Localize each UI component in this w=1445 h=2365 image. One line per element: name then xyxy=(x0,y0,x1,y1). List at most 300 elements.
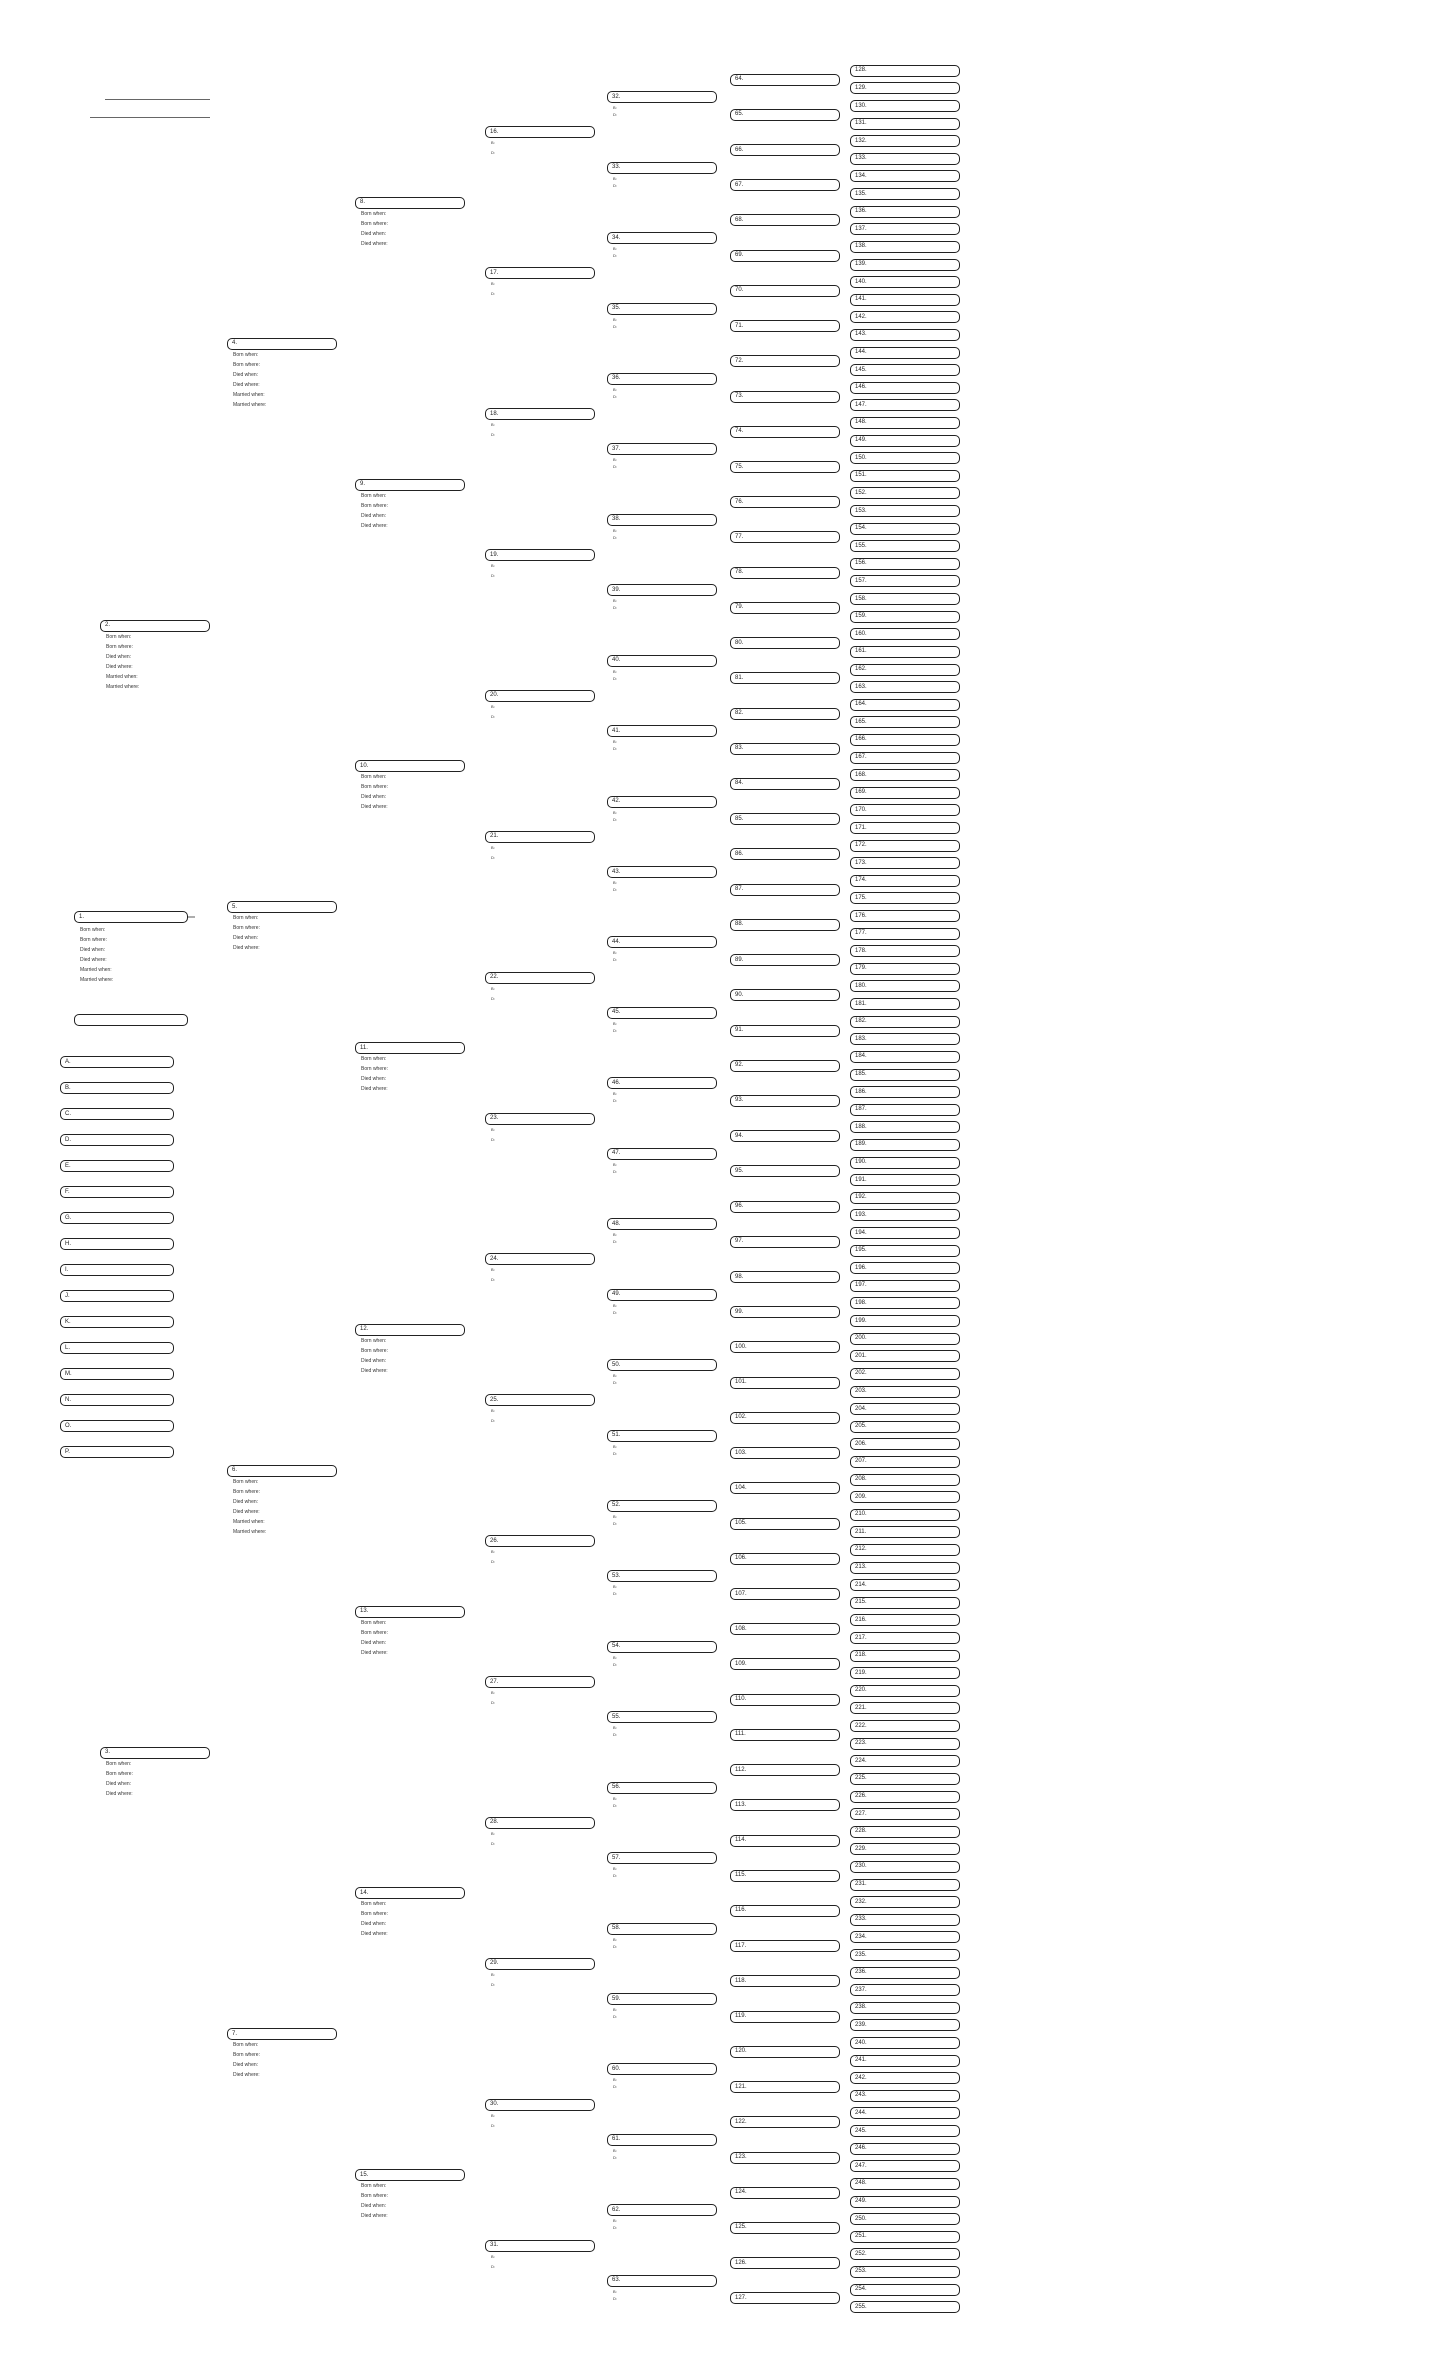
person-number: 216. xyxy=(855,1616,867,1623)
compiled-by-field[interactable] xyxy=(105,99,210,100)
person-205-box[interactable] xyxy=(850,1421,960,1433)
person-35-box[interactable] xyxy=(607,303,717,315)
person-56-box[interactable] xyxy=(607,1782,717,1794)
person-11-box[interactable] xyxy=(355,1042,465,1054)
person-218-box[interactable] xyxy=(850,1650,960,1662)
person-107-box[interactable] xyxy=(730,1588,840,1600)
person-46-box[interactable] xyxy=(607,1077,717,1089)
person-52-box[interactable] xyxy=(607,1500,717,1512)
person-241-box[interactable] xyxy=(850,2055,960,2067)
person-99-box[interactable] xyxy=(730,1306,840,1318)
person-number: B. xyxy=(65,1084,71,1091)
person-94-box[interactable] xyxy=(730,1130,840,1142)
person-151-box[interactable] xyxy=(850,470,960,482)
person-225-box[interactable] xyxy=(850,1773,960,1785)
person-233-box[interactable] xyxy=(850,1914,960,1926)
person-84-box[interactable] xyxy=(730,778,840,790)
person-195-box[interactable] xyxy=(850,1245,960,1257)
person-249-box[interactable] xyxy=(850,2196,960,2208)
person-47-box[interactable] xyxy=(607,1148,717,1160)
person-149-box[interactable] xyxy=(850,435,960,447)
person-30-box[interactable] xyxy=(485,2099,595,2111)
person-number: 208. xyxy=(855,1476,867,1483)
person-45-box[interactable] xyxy=(607,1007,717,1019)
person-189-box[interactable] xyxy=(850,1139,960,1151)
person-number: 173. xyxy=(855,859,867,866)
person-155-box[interactable] xyxy=(850,540,960,552)
person-157-box[interactable] xyxy=(850,575,960,587)
person-178-box[interactable] xyxy=(850,945,960,957)
person-224-box[interactable] xyxy=(850,1755,960,1767)
person-229-box[interactable] xyxy=(850,1843,960,1855)
person-59-box[interactable] xyxy=(607,1993,717,2005)
person-177-box[interactable] xyxy=(850,928,960,940)
person-23-box[interactable] xyxy=(485,1113,595,1125)
person-204-box[interactable] xyxy=(850,1403,960,1415)
person-number: 243. xyxy=(855,2092,867,2099)
person-164-box[interactable] xyxy=(850,699,960,711)
person-202-box[interactable] xyxy=(850,1368,960,1380)
person-203-box[interactable] xyxy=(850,1386,960,1398)
person-251-box[interactable] xyxy=(850,2231,960,2243)
person-51-box[interactable] xyxy=(607,1430,717,1442)
person-42-box[interactable] xyxy=(607,796,717,808)
person-89-box[interactable] xyxy=(730,954,840,966)
person-103-box[interactable] xyxy=(730,1447,840,1459)
person-176-box[interactable] xyxy=(850,910,960,922)
person-64-box[interactable] xyxy=(730,74,840,86)
person-92-box[interactable] xyxy=(730,1060,840,1072)
person-49-box[interactable] xyxy=(607,1289,717,1301)
person-114-box[interactable] xyxy=(730,1835,840,1847)
person-38-box[interactable] xyxy=(607,514,717,526)
person-182-box[interactable] xyxy=(850,1016,960,1028)
person-80-box[interactable] xyxy=(730,637,840,649)
child-box[interactable] xyxy=(60,1368,174,1380)
person-90-box[interactable] xyxy=(730,989,840,1001)
person-106-box[interactable] xyxy=(730,1553,840,1565)
person-200-box[interactable] xyxy=(850,1333,960,1345)
person-81-box[interactable] xyxy=(730,672,840,684)
person-33-box[interactable] xyxy=(607,162,717,174)
person-167-box[interactable] xyxy=(850,752,960,764)
person-58-box[interactable] xyxy=(607,1923,717,1935)
child-box[interactable] xyxy=(60,1186,174,1198)
person-77-box[interactable] xyxy=(730,531,840,543)
person-85-box[interactable] xyxy=(730,813,840,825)
person-44-box[interactable] xyxy=(607,936,717,948)
person-4-box[interactable] xyxy=(227,338,337,350)
person-number: 126. xyxy=(735,2259,747,2266)
person-242-box[interactable] xyxy=(850,2072,960,2084)
person-116-box[interactable] xyxy=(730,1905,840,1917)
person-253-box[interactable] xyxy=(850,2266,960,2278)
person-184-box[interactable] xyxy=(850,1051,960,1063)
person-161-box[interactable] xyxy=(850,646,960,658)
person-32-box[interactable] xyxy=(607,91,717,103)
person-number: 146. xyxy=(855,384,867,391)
person-194-box[interactable] xyxy=(850,1227,960,1239)
child-box[interactable] xyxy=(60,1238,174,1250)
person-231-box[interactable] xyxy=(850,1879,960,1891)
person-134-box[interactable] xyxy=(850,170,960,182)
person-9-box[interactable] xyxy=(355,479,465,491)
person-68-box[interactable] xyxy=(730,214,840,226)
person-field: Married when: xyxy=(233,391,265,398)
person-10-box[interactable] xyxy=(355,760,465,772)
person-174-box[interactable] xyxy=(850,875,960,887)
person-162-box[interactable] xyxy=(850,664,960,676)
person-143-box[interactable] xyxy=(850,329,960,341)
child-box[interactable] xyxy=(60,1446,174,1458)
person-41-box[interactable] xyxy=(607,725,717,737)
person-120-box[interactable] xyxy=(730,2046,840,2058)
person-159-box[interactable] xyxy=(850,611,960,623)
person-50-box[interactable] xyxy=(607,1359,717,1371)
person-156-box[interactable] xyxy=(850,558,960,570)
person-69-box[interactable] xyxy=(730,250,840,262)
person-136-box[interactable] xyxy=(850,206,960,218)
child-box[interactable] xyxy=(60,1160,174,1172)
person-188-box[interactable] xyxy=(850,1121,960,1133)
child-box[interactable] xyxy=(60,1056,174,1068)
child-box[interactable] xyxy=(60,1394,174,1406)
person-5-box[interactable] xyxy=(227,901,337,913)
spouse-box[interactable] xyxy=(74,1014,188,1026)
child-box[interactable] xyxy=(60,1108,174,1120)
person-29-box[interactable] xyxy=(485,1958,595,1970)
person-192-box[interactable] xyxy=(850,1192,960,1204)
person-20-box[interactable] xyxy=(485,690,595,702)
person-135-box[interactable] xyxy=(850,188,960,200)
person-171-box[interactable] xyxy=(850,822,960,834)
person-74-box[interactable] xyxy=(730,426,840,438)
person-211-box[interactable] xyxy=(850,1526,960,1538)
person-154-box[interactable] xyxy=(850,523,960,535)
person-187-box[interactable] xyxy=(850,1104,960,1116)
person-150-box[interactable] xyxy=(850,452,960,464)
person-144-box[interactable] xyxy=(850,347,960,359)
person-19-box[interactable] xyxy=(485,549,595,561)
person-111-box[interactable] xyxy=(730,1729,840,1741)
person-168-box[interactable] xyxy=(850,769,960,781)
person-226-box[interactable] xyxy=(850,1791,960,1803)
person-91-box[interactable] xyxy=(730,1025,840,1037)
person-209-box[interactable] xyxy=(850,1491,960,1503)
person-119-box[interactable] xyxy=(730,2011,840,2023)
person-128-box[interactable] xyxy=(850,65,960,77)
chart-no-field[interactable] xyxy=(90,117,210,118)
person-183-box[interactable] xyxy=(850,1033,960,1045)
person-244-box[interactable] xyxy=(850,2107,960,2119)
person-179-box[interactable] xyxy=(850,963,960,975)
person-125-box[interactable] xyxy=(730,2222,840,2234)
person-number: 39. xyxy=(612,586,621,593)
person-132-box[interactable] xyxy=(850,135,960,147)
person-170-box[interactable] xyxy=(850,804,960,816)
person-number: 191. xyxy=(855,1176,867,1183)
person-122-box[interactable] xyxy=(730,2116,840,2128)
person-104-box[interactable] xyxy=(730,1482,840,1494)
person-196-box[interactable] xyxy=(850,1262,960,1274)
person-248-box[interactable] xyxy=(850,2178,960,2190)
person-62-box[interactable] xyxy=(607,2204,717,2216)
person-field: D: xyxy=(613,675,617,681)
person-101-box[interactable] xyxy=(730,1377,840,1389)
person-228-box[interactable] xyxy=(850,1826,960,1838)
person-232-box[interactable] xyxy=(850,1896,960,1908)
person-254-box[interactable] xyxy=(850,2284,960,2296)
person-234-box[interactable] xyxy=(850,1931,960,1943)
person-250-box[interactable] xyxy=(850,2213,960,2225)
person-163-box[interactable] xyxy=(850,681,960,693)
person-43-box[interactable] xyxy=(607,866,717,878)
person-127-box[interactable] xyxy=(730,2292,840,2304)
person-48-box[interactable] xyxy=(607,1218,717,1230)
person-133-box[interactable] xyxy=(850,153,960,165)
person-73-box[interactable] xyxy=(730,391,840,403)
person-number: 32. xyxy=(612,93,621,100)
person-121-box[interactable] xyxy=(730,2081,840,2093)
child-box[interactable] xyxy=(60,1342,174,1354)
person-113-box[interactable] xyxy=(730,1799,840,1811)
person-215-box[interactable] xyxy=(850,1597,960,1609)
person-213-box[interactable] xyxy=(850,1562,960,1574)
person-139-box[interactable] xyxy=(850,259,960,271)
person-207-box[interactable] xyxy=(850,1456,960,1468)
person-34-box[interactable] xyxy=(607,232,717,244)
person-131-box[interactable] xyxy=(850,118,960,130)
child-box[interactable] xyxy=(60,1134,174,1146)
person-109-box[interactable] xyxy=(730,1658,840,1670)
person-223-box[interactable] xyxy=(850,1738,960,1750)
person-146-box[interactable] xyxy=(850,382,960,394)
person-190-box[interactable] xyxy=(850,1157,960,1169)
child-box[interactable] xyxy=(60,1290,174,1302)
person-208-box[interactable] xyxy=(850,1474,960,1486)
person-25-box[interactable] xyxy=(485,1394,595,1406)
person-6-box[interactable] xyxy=(227,1465,337,1477)
child-box[interactable] xyxy=(60,1212,174,1224)
person-93-box[interactable] xyxy=(730,1095,840,1107)
person-number: 129. xyxy=(855,84,867,91)
child-box[interactable] xyxy=(60,1082,174,1094)
person-130-box[interactable] xyxy=(850,100,960,112)
person-108-box[interactable] xyxy=(730,1623,840,1635)
person-31-box[interactable] xyxy=(485,2240,595,2252)
person-2-box[interactable] xyxy=(100,620,210,632)
person-110-box[interactable] xyxy=(730,1694,840,1706)
person-55-box[interactable] xyxy=(607,1711,717,1723)
person-227-box[interactable] xyxy=(850,1808,960,1820)
person-22-box[interactable] xyxy=(485,972,595,984)
person-217-box[interactable] xyxy=(850,1632,960,1644)
person-255-box[interactable] xyxy=(850,2301,960,2313)
person-124-box[interactable] xyxy=(730,2187,840,2199)
person-252-box[interactable] xyxy=(850,2248,960,2260)
person-140-box[interactable] xyxy=(850,276,960,288)
person-243-box[interactable] xyxy=(850,2090,960,2102)
person-246-box[interactable] xyxy=(850,2143,960,2155)
person-100-box[interactable] xyxy=(730,1341,840,1353)
person-39-box[interactable] xyxy=(607,584,717,596)
person-54-box[interactable] xyxy=(607,1641,717,1653)
person-221-box[interactable] xyxy=(850,1702,960,1714)
person-185-box[interactable] xyxy=(850,1069,960,1081)
person-197-box[interactable] xyxy=(850,1280,960,1292)
person-247-box[interactable] xyxy=(850,2160,960,2172)
person-53-box[interactable] xyxy=(607,1570,717,1582)
person-66-box[interactable] xyxy=(730,144,840,156)
person-138-box[interactable] xyxy=(850,241,960,253)
person-137-box[interactable] xyxy=(850,223,960,235)
person-75-box[interactable] xyxy=(730,461,840,473)
person-165-box[interactable] xyxy=(850,716,960,728)
person-71-box[interactable] xyxy=(730,320,840,332)
person-63-box[interactable] xyxy=(607,2275,717,2287)
person-216-box[interactable] xyxy=(850,1614,960,1626)
person-142-box[interactable] xyxy=(850,311,960,323)
person-field: D: xyxy=(613,112,617,118)
person-129-box[interactable] xyxy=(850,82,960,94)
person-173-box[interactable] xyxy=(850,857,960,869)
person-117-box[interactable] xyxy=(730,1940,840,1952)
person-67-box[interactable] xyxy=(730,179,840,191)
person-201-box[interactable] xyxy=(850,1350,960,1362)
person-219-box[interactable] xyxy=(850,1667,960,1679)
person-158-box[interactable] xyxy=(850,593,960,605)
person-field: B: xyxy=(613,1936,617,1942)
person-236-box[interactable] xyxy=(850,1967,960,1979)
person-96-box[interactable] xyxy=(730,1201,840,1213)
person-105-box[interactable] xyxy=(730,1518,840,1530)
person-17-box[interactable] xyxy=(485,267,595,279)
person-235-box[interactable] xyxy=(850,1949,960,1961)
person-number: 2. xyxy=(105,622,111,628)
person-61-box[interactable] xyxy=(607,2134,717,2146)
person-199-box[interactable] xyxy=(850,1315,960,1327)
person-152-box[interactable] xyxy=(850,487,960,499)
person-16-box[interactable] xyxy=(485,126,595,138)
person-7-box[interactable] xyxy=(227,2028,337,2040)
person-70-box[interactable] xyxy=(730,285,840,297)
person-82-box[interactable] xyxy=(730,708,840,720)
child-box[interactable] xyxy=(60,1316,174,1328)
person-18-box[interactable] xyxy=(485,408,595,420)
person-230-box[interactable] xyxy=(850,1861,960,1873)
person-number: 60. xyxy=(612,2065,621,2072)
person-88-box[interactable] xyxy=(730,919,840,931)
person-13-box[interactable] xyxy=(355,1606,465,1618)
person-12-box[interactable] xyxy=(355,1324,465,1336)
person-214-box[interactable] xyxy=(850,1579,960,1591)
child-box[interactable] xyxy=(60,1264,174,1276)
person-198-box[interactable] xyxy=(850,1297,960,1309)
person-26-box[interactable] xyxy=(485,1535,595,1547)
person-160-box[interactable] xyxy=(850,628,960,640)
person-210-box[interactable] xyxy=(850,1509,960,1521)
person-40-box[interactable] xyxy=(607,655,717,667)
person-97-box[interactable] xyxy=(730,1236,840,1248)
person-87-box[interactable] xyxy=(730,884,840,896)
person-14-box[interactable] xyxy=(355,1887,465,1899)
person-238-box[interactable] xyxy=(850,2002,960,2014)
person-field: B: xyxy=(613,1091,617,1097)
person-102-box[interactable] xyxy=(730,1412,840,1424)
person-field: Married where: xyxy=(233,1528,267,1535)
person-145-box[interactable] xyxy=(850,364,960,376)
person-240-box[interactable] xyxy=(850,2037,960,2049)
person-112-box[interactable] xyxy=(730,1764,840,1776)
person-206-box[interactable] xyxy=(850,1438,960,1450)
person-37-box[interactable] xyxy=(607,443,717,455)
person-number: 122. xyxy=(735,2118,747,2125)
person-222-box[interactable] xyxy=(850,1720,960,1732)
person-72-box[interactable] xyxy=(730,355,840,367)
person-number: J. xyxy=(65,1292,70,1299)
person-148-box[interactable] xyxy=(850,417,960,429)
person-60-box[interactable] xyxy=(607,2063,717,2075)
person-175-box[interactable] xyxy=(850,892,960,904)
person-212-box[interactable] xyxy=(850,1544,960,1556)
person-57-box[interactable] xyxy=(607,1852,717,1864)
person-78-box[interactable] xyxy=(730,567,840,579)
person-147-box[interactable] xyxy=(850,399,960,411)
person-153-box[interactable] xyxy=(850,505,960,517)
person-118-box[interactable] xyxy=(730,1975,840,1987)
person-115-box[interactable] xyxy=(730,1870,840,1882)
person-8-box[interactable] xyxy=(355,197,465,209)
person-field: Born when: xyxy=(361,1056,387,1063)
person-220-box[interactable] xyxy=(850,1685,960,1697)
person-239-box[interactable] xyxy=(850,2019,960,2031)
person-number: 94. xyxy=(735,1132,744,1139)
person-field: B: xyxy=(613,1302,617,1308)
person-245-box[interactable] xyxy=(850,2125,960,2137)
person-28-box[interactable] xyxy=(485,1817,595,1829)
person-141-box[interactable] xyxy=(850,294,960,306)
person-237-box[interactable] xyxy=(850,1984,960,1996)
person-186-box[interactable] xyxy=(850,1086,960,1098)
person-98-box[interactable] xyxy=(730,1271,840,1283)
person-193-box[interactable] xyxy=(850,1209,960,1221)
person-number: 86. xyxy=(735,850,744,857)
person-166-box[interactable] xyxy=(850,734,960,746)
person-24-box[interactable] xyxy=(485,1253,595,1265)
person-3-box[interactable] xyxy=(100,1747,210,1759)
person-95-box[interactable] xyxy=(730,1165,840,1177)
person-181-box[interactable] xyxy=(850,998,960,1010)
person-191-box[interactable] xyxy=(850,1174,960,1186)
person-21-box[interactable] xyxy=(485,831,595,843)
person-27-box[interactable] xyxy=(485,1676,595,1688)
person-79-box[interactable] xyxy=(730,602,840,614)
person-169-box[interactable] xyxy=(850,787,960,799)
person-86-box[interactable] xyxy=(730,848,840,860)
child-box[interactable] xyxy=(60,1420,174,1432)
person-126-box[interactable] xyxy=(730,2257,840,2269)
person-1-box[interactable] xyxy=(74,911,188,923)
person-180-box[interactable] xyxy=(850,980,960,992)
person-76-box[interactable] xyxy=(730,496,840,508)
person-172-box[interactable] xyxy=(850,840,960,852)
person-123-box[interactable] xyxy=(730,2152,840,2164)
person-15-box[interactable] xyxy=(355,2169,465,2181)
person-36-box[interactable] xyxy=(607,373,717,385)
person-65-box[interactable] xyxy=(730,109,840,121)
person-83-box[interactable] xyxy=(730,743,840,755)
person-field: Born where: xyxy=(361,1066,388,1073)
